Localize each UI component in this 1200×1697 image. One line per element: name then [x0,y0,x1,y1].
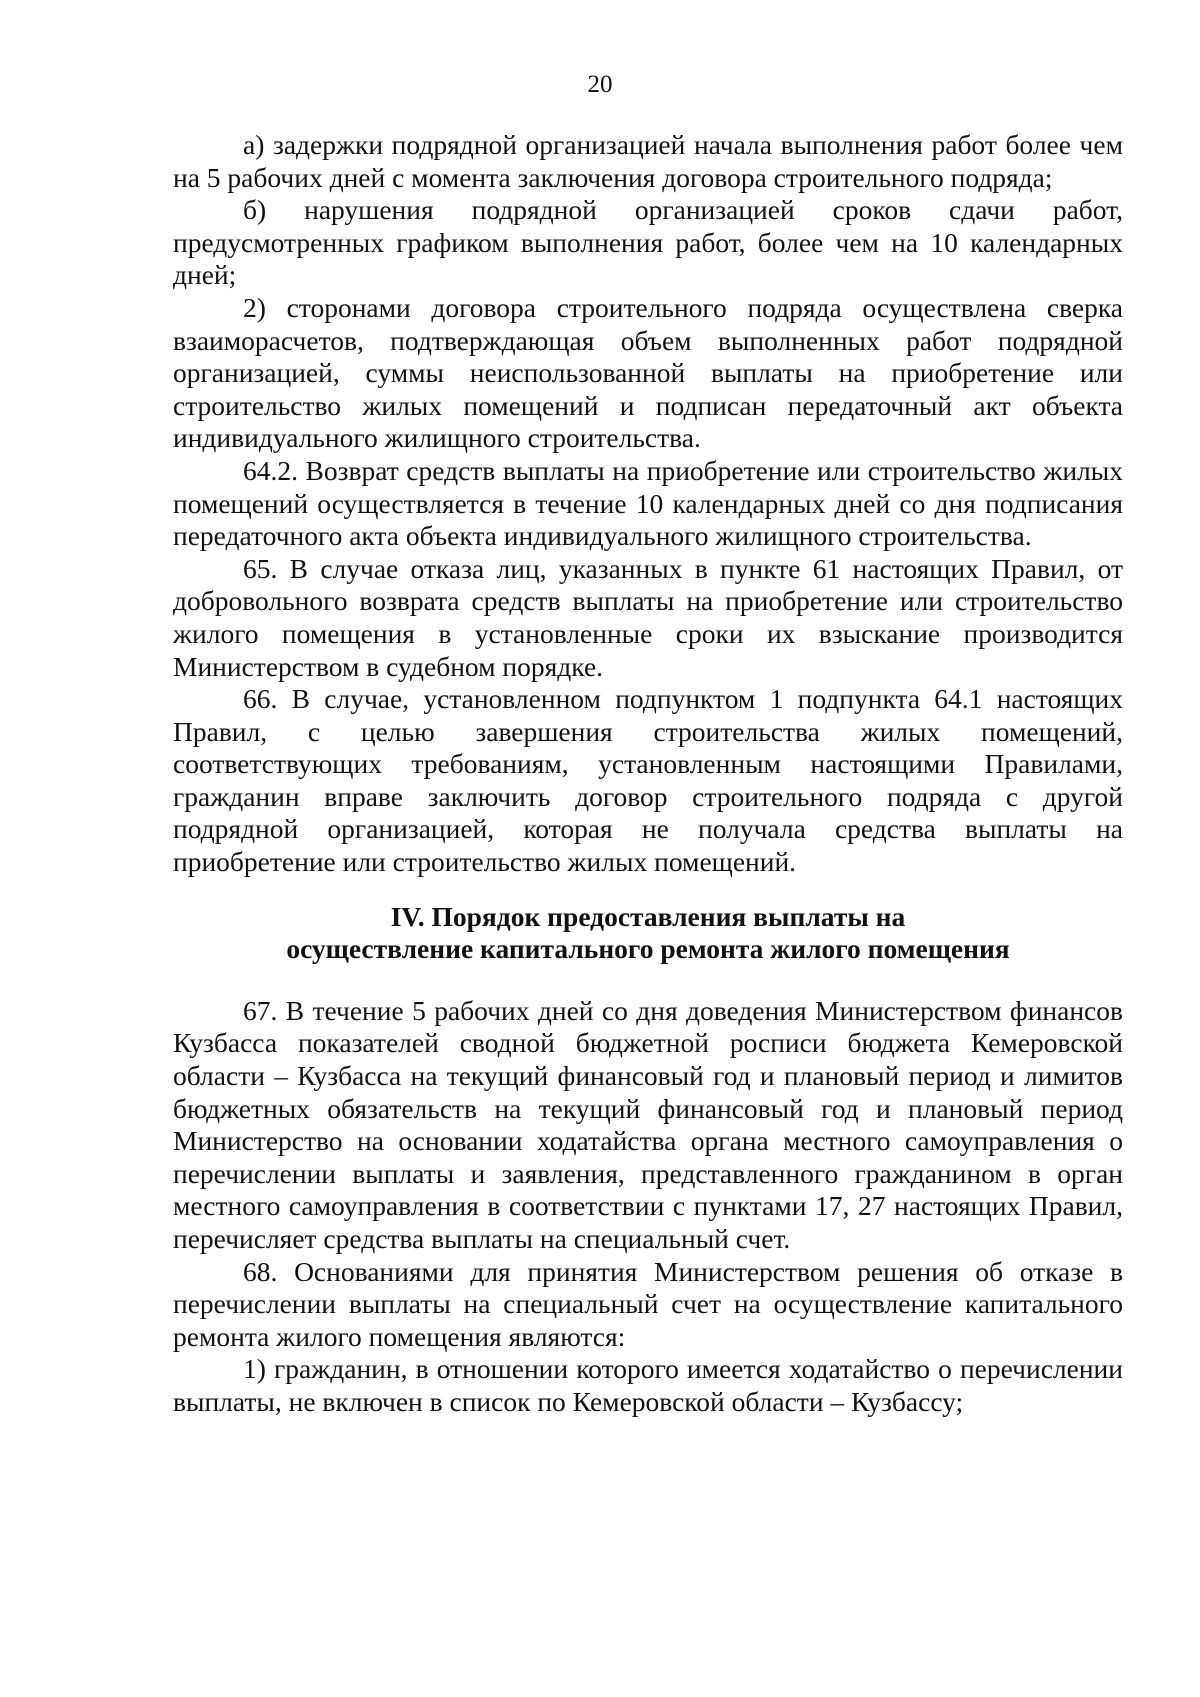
page-number: 20 [587,71,613,98]
paragraph-68: 68. Основаниями для принятия Министерством решения об отказе в перечислении выплаты на специальный счет на осуществление капитального ремонта жилого помещения являются: [173,1255,1123,1352]
paragraph-64-2: 64.2. Возврат средств выплаты на приобретение или строительство жилых помещений осуществляется в течение 10 календарных дней со дня подписания передаточного акта объекта индивидуального жилищного строительства. [173,454,1123,552]
paragraph-b-violation: б) нарушения подрядной организацией сроков сдачи работ, предусмотренных графиком выполнения работ, более чем на 10 календарных дней; [173,194,1123,291]
paragraph-65: 65. В случае отказа лиц, указанных в пункте 61 настоящих Правил, от добровольного возврата средств выплаты на приобретение или строительство жилого помещения в установленные сроки их взыскание производится Министерством в судебном порядке. [173,552,1123,682]
paragraph-67: 67. В течение 5 рабочих дней со дня доведения Министерством финансов Кузбасса показателей сводной бюджетной росписи бюджета Кемеровской области – Кузбасса на текущий финансовый год и плановый период и лимитов бюджетных обязательств на текущий финансовый год и плановый период Министерство на основании ходатайства органа местного самоуправления о перечислении выплаты и заявления, представленного гражданином в орган местного самоуправления в соответствии с пунктами 17, 27 настоящих Правил, перечисляет средства выплаты на специальный счет. [173,994,1123,1254]
section-heading-line-2: осуществление капитального ремонта жилого помещения [286,933,1010,965]
paragraph-66: 66. В случае, установленном подпунктом 1 подпункта 64.1 настоящих Правил, с целью завершения строительства жилых помещений, соответствующих требованиям, установленным настоящими Правилами, гражданин вправе заключить договор строительного подряда с другой подрядной организацией, которая не получала средства выплаты на приобретение или строительство жилых помещений. [173,683,1123,878]
section-heading [173,901,1123,966]
paragraph-a-delay: а) задержки подрядной организацией начала выполнения работ более чем на 5 рабочих дней с момента заключения договора строительного подряда; [173,129,1123,193]
paragraph-68-1: 1) гражданин, в отношении которого имеется ходатайство о перечислении выплаты, не включен в список по Кемеровской области – Кузбассу; [173,1353,1123,1417]
document-body [173,129,1123,1419]
section-heading-line-1: IV. Порядок предоставления выплаты на [390,900,906,932]
paragraph-2-reconciliation: 2) сторонами договора строительного подряда осуществлена сверка взаиморасчетов, подтверждающая объем выполненных работ подрядной организацией, суммы неиспользованной выплаты на приобретение или строительство жилых помещений и подписан передаточный акт объекта индивидуального жилищного строительства. [173,291,1123,454]
